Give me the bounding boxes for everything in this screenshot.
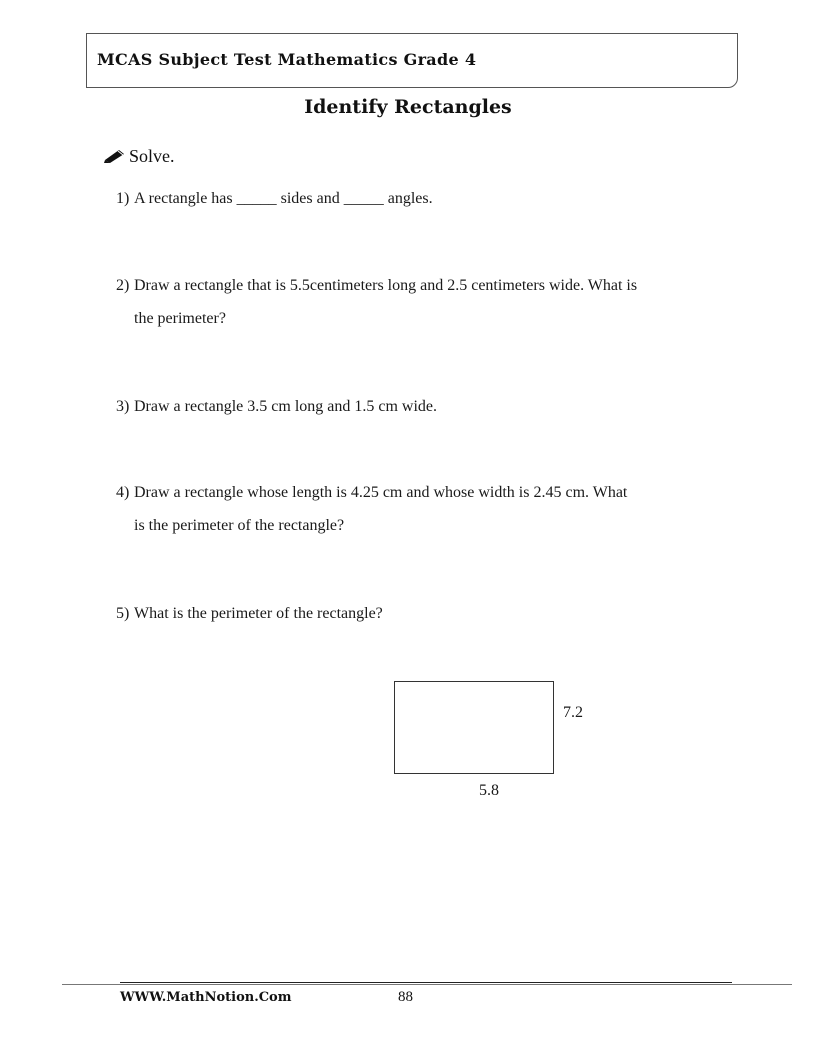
question-3: [116, 390, 736, 423]
question-text: Draw a rectangle 3.5 cm long and 1.5 cm wide.: [134, 398, 438, 415]
page-title: Identify Rectangles: [304, 96, 512, 118]
question-number: 3): [116, 398, 130, 415]
question-4: [116, 476, 736, 542]
footer-divider-dark: [120, 982, 732, 983]
question-number: 1): [116, 190, 130, 207]
question-text: A rectangle has _____ sides and _____ angles.: [134, 190, 433, 207]
question-number: 2): [116, 277, 130, 294]
question-5: [116, 597, 736, 630]
question-2: [116, 269, 736, 335]
pencil-icon: [103, 148, 127, 164]
question-text: Draw a rectangle whose length is 4.25 cm and whose width is 2.45 cm. What: [134, 484, 628, 501]
question-text: Draw a rectangle that is 5.5centimeters long and 2.5 centimeters wide. What is: [134, 277, 638, 294]
rectangle-side-label: 7.2: [563, 704, 583, 721]
footer-divider: [62, 984, 792, 985]
page-number: 88: [398, 989, 413, 1005]
instruction-text: Solve.: [129, 146, 175, 166]
instruction: [103, 146, 175, 167]
question-text: What is the perimeter of the rectangle?: [134, 605, 383, 622]
header-box: [86, 33, 738, 88]
question-number: 4): [116, 484, 130, 501]
rectangle-bottom-label: 5.8: [479, 782, 499, 799]
question-number: 5): [116, 605, 130, 622]
question-1: [116, 182, 736, 215]
header-title: MCAS Subject Test Mathematics Grade 4: [97, 50, 477, 69]
question-text-continued: is the perimeter of the rectangle?: [134, 517, 345, 534]
footer-site: WWW.MathNotion.Com: [120, 990, 292, 1005]
rectangle-figure: [394, 681, 554, 774]
question-text-continued: the perimeter?: [134, 310, 226, 327]
